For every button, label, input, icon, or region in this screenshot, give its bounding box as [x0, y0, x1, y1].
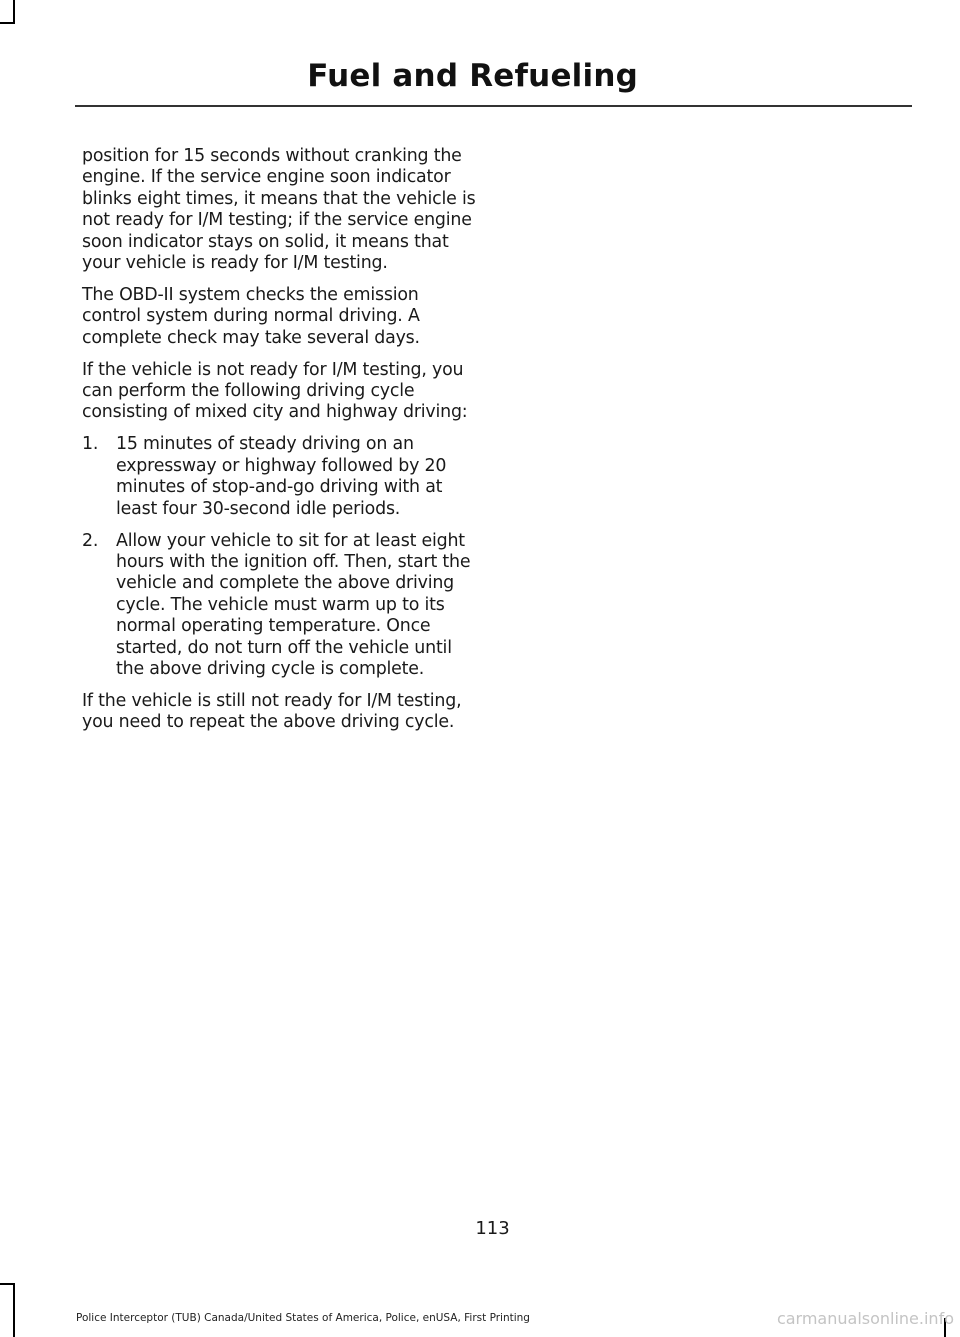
body-paragraph: The OBD-II system checks the emission control system during normal driving. A complete check may take several days. — [82, 284, 420, 348]
step-text: Allow your vehicle to sit for at least eight hours with the ignition off. Then, start the vehicle and complete the above driving cycle. The vehicle must warm up to its normal operating temperature. Once started, do not turn off the vehicle until the above driving cycle is complete. — [116, 530, 471, 679]
step-number: 2. — [82, 530, 99, 551]
page-number: 113 — [475, 1218, 510, 1239]
step-text: 15 minutes of steady driving on an expressway or highway followed by 20 minutes of stop-and-go driving with at least four 30-second idle periods. — [116, 434, 447, 519]
body-paragraph: If the vehicle is still not ready for I/M testing, you need to repeat the above driving cycle. — [82, 690, 462, 733]
crop-mark-top-left-horizontal — [0, 22, 15, 24]
body-paragraph: position for 15 seconds without cranking the engine. If the service engine soon indicator blinks eight times, it means that the vehicle is not ready for I/M testing; if the service engine soon indicator stays on solid, it means that your vehicle is ready for I/M testing. — [82, 146, 476, 274]
watermark: carmanualsonline.info — [776, 1309, 954, 1328]
crop-mark-bottom-left-horizontal — [0, 1283, 15, 1285]
driving-cycle-steps — [82, 434, 482, 680]
body-content — [82, 146, 482, 744]
body-paragraph: If the vehicle is not ready for I/M testing, you can perform the following driving cycle consisting of mixed city and highway driving: — [82, 359, 468, 423]
step-item — [82, 434, 482, 520]
edition-footer: Police Interceptor (TUB) Canada/United States of America, Police, enUSA, First Printing — [76, 1312, 530, 1324]
crop-mark-bottom-left-vertical — [13, 1283, 15, 1337]
section-title: Fuel and Refueling — [307, 58, 638, 94]
step-item — [82, 531, 482, 681]
crop-mark-top-left-vertical — [13, 0, 15, 24]
step-number: 1. — [82, 434, 99, 455]
header-rule — [75, 105, 912, 107]
